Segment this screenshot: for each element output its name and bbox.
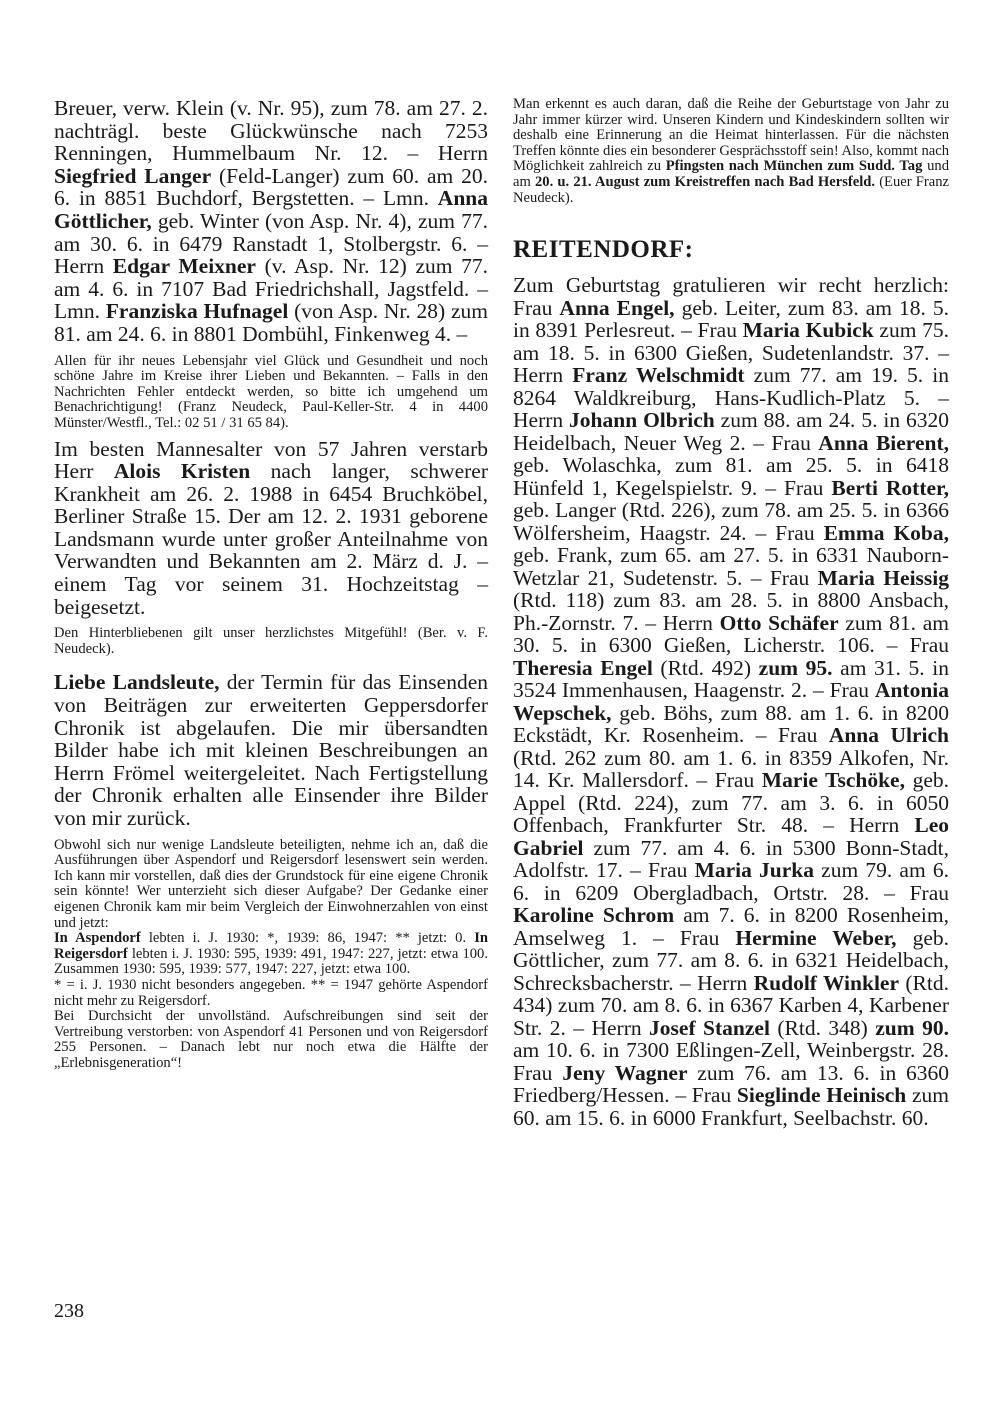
text: der Termin für das Einsenden von Beiträgen zur erweiterten Geppersdorfer Chronik ist abgelaufen. Die mir übersandten Bilder habe ich mit kleinen Beschreibungen an Herrn Frömel weitergeleitet. Nach Fertigstellung der Chronik erhalten alle Einsender ihre Bilder von mir zurück. — [54, 670, 488, 830]
person-name: Johann Olbrich — [569, 408, 715, 433]
text: Breuer, verw. Klein (v. Nr. 95), zum 78. am 27. 2. nachträgl. beste Glückwünsche nach 7253 Renningen, Hummelbaum Nr. 12. – Herrn — [54, 96, 488, 166]
text: Zum Geburtstag gratulieren wir recht herzlich: Frau — [513, 273, 949, 320]
age-highlight: zum 95. — [758, 655, 833, 680]
lead-in: Liebe Landsleute, — [54, 670, 220, 695]
person-name: Maria Jurka — [694, 858, 815, 883]
text: lebten i. J. 1930: *, 1939: 86, 1947: ** jetzt: 0. — [140, 930, 475, 947]
text: (Euer Franz Neudeck). — [513, 173, 949, 206]
text: geb. Winter (von Asp. Nr. 4), zum 77. am 30. 6. in 6479 Ranstadt 1, Stolbergstr. 6. – Herrn — [54, 208, 488, 279]
text: nach langer, schwerer Krankheit am 26. 2. 1988 in 6454 Bruchköbel, Berliner Straße 15. Der am 12. 2. 1931 geborene Landsmann wurde unter großer Anteilnahme von Verwandten und Bekannten am 2. März d. J. – einem Tag vor seinem 31. Hochzeitstag – beigesetzt. — [54, 459, 488, 619]
person-name: Anna Bierent, — [818, 430, 949, 455]
population-stats — [54, 931, 488, 978]
person-name: Siegfried Langer — [54, 163, 212, 188]
person-name: Berti Rotter, — [831, 475, 949, 500]
person-name: Josef Stanzel — [649, 1015, 770, 1040]
person-name: Theresia Engel — [513, 655, 653, 680]
person-name: Maria Kubick — [742, 318, 874, 343]
text: geb. Langer (Rtd. 226), zum 78. am 25. 5. in 6366 Wölfersheim, Haagstr. 24. – Frau — [513, 498, 949, 545]
person-name: Anna Göttlicher, — [54, 186, 488, 233]
event-highlight: 20. u. 21. August zum Kreistreffen nach Bad Hersfeld. — [535, 173, 876, 190]
condolence-paragraph: Den Hinterbliebenen gilt unser herzlichstes Mitgefühl! (Ber. v. F. Neudeck). — [54, 625, 488, 657]
text: (Feld-Langer) zum 60. am 20. 6. in 8851 Buchdorf, Bergstetten. – Lmn. — [54, 163, 488, 211]
text: geb. Appel (Rtd. 224), zum 77. am 3. 6. in 6050 Offenbach, Frankfurter Str. 48. – Herrn — [513, 768, 950, 838]
event-highlight: Pfingsten nach München zum Sudd. Tag — [665, 158, 923, 175]
person-name: Anna Engel, — [559, 295, 675, 320]
person-name: Franz Welschmidt — [572, 363, 745, 388]
text: (v. Asp. Nr. 12) zum 77. am 4. 6. in 7107 Bad Friedrichshall, Jagstfeld. – Lmn. — [54, 254, 488, 324]
text: Man erkennt es auch daran, daß die Reihe der Geburtstage von Jahr zu Jahr immer kürzer wird. Unseren Kindern und Kindeskindern sollten wir deshalb eine Erinnerung an die Heimat hinterlassen. Für die nächsten Treffen könnte dies ein besonderer Gesprächsstoff sein! Also, kommt nach Möglichkeit zahlreich zu — [513, 96, 949, 175]
section-heading: REITENDORF: — [513, 236, 694, 264]
page-number: 238 — [54, 1300, 84, 1322]
person-name: Hermine Weber, — [735, 925, 897, 950]
text: lebten i. J. 1930: 595, 1939: 491, 1947: 227, jetzt: etwa 100. Zusammen 1930: 595, 1939: 577, 1947: 227, jetzt: etwa 100. — [54, 945, 488, 978]
text: geb. Wolaschka, zum 81. am 25. 5. in 6418 Hünfeld 1, Kegelspielstr. 9. – Frau — [513, 453, 949, 500]
person-name: Edgar Meixner — [112, 254, 256, 279]
reitendorf-birthdays — [513, 274, 949, 1129]
wishes-paragraph: Allen für ihr neues Lebensjahr viel Glück und Gesundheit und noch schöne Jahre im Kreise ihrer Lieben und Bekannten. – Falls in den Nachrichten Fehler entdeckt werden, so bitte ich umgehend um Benachrichtigung! (Franz Neudeck, Paul-Keller-Str. 4 in 4400 Münster/Westfl., Tel.: 02 51 / 31 65 84). — [54, 352, 488, 431]
text: (Rtd. 118) zum 83. am 28. 5. in 8800 Ansbach, Ph.-Zornstr. 7. – Herrn — [513, 588, 949, 635]
age-highlight: zum 90. — [875, 1015, 949, 1040]
text: zum 81. am 30. 5. in 6300 Gießen, Licherstr. 106. – Frau — [513, 610, 949, 658]
place-name: In Reigersdorf — [54, 930, 488, 962]
person-name: Sieglinde Heinisch — [736, 1083, 907, 1108]
text: zum 79. am 6. 6. in 6209 Obergladbach, Ortstr. 28. – Frau — [513, 858, 949, 905]
text: zum 88. am 24. 5. in 6320 Heidelbach, Neuer Weg 2. – Frau — [513, 408, 949, 455]
text: geb. Frank, zum 65. am 27. 5. in 6331 Nauborn-Wetzlar 21, Sudetenstr. 5. – Frau — [513, 543, 949, 590]
obituary-paragraph — [54, 438, 488, 619]
obwohl-paragraph: Obwohl sich nur wenige Landsleute beteiligten, nehme ich an, daß die Ausführungen über Aspendorf und Reigersdorf lesenswert sein werden. Ich kann mir vorstellen, daß dies der Grundstock für eine eigene Chronik sein könnte! Wer unterzieht sich dieser Aufgabe? Der Gedanke einer eigenen Chronik kam mir beim Vergleich der Einwohnerzahlen von einst und jetzt: — [54, 836, 488, 931]
text: am 10. 6. in 7300 Eßlingen-Zell, Weinbergstr. 28. Frau — [513, 1038, 949, 1085]
left-column — [54, 97, 488, 1072]
text: (von Asp. Nr. 28) zum 81. am 24. 6. in 8801 Dombühl, Finkenweg 4. – — [54, 299, 488, 346]
person-name: Marie Tschöke, — [761, 768, 905, 793]
person-name: Jeny Wagner — [562, 1060, 688, 1085]
text: geb. Göttlicher, zum 77. am 8. 6. in 6321 Heidelbach, Schrecksbacherstr. – Herrn — [513, 925, 949, 995]
text: geb. Leiter, zum 83. am 18. 5. in 8391 Perlesreut. – Frau — [513, 295, 949, 343]
person-name: Emma Koba, — [823, 520, 949, 545]
chronik-paragraph — [54, 671, 488, 829]
person-name: Alois Kristen — [113, 459, 251, 484]
person-name: Karoline Schrom — [513, 903, 675, 928]
text: und am — [513, 158, 949, 190]
right-column — [513, 97, 949, 1129]
memory-note — [513, 97, 949, 206]
text: (Rtd. 348) — [769, 1015, 876, 1040]
birthday-greetings-continued — [54, 97, 488, 346]
footnote: * = i. J. 1930 nicht besonders angegeben. ** = 1947 gehörte Aspendorf nicht mehr zu Reigersdorf. — [54, 976, 488, 1009]
person-name: Rudolf Winkler — [753, 970, 900, 995]
closing-paragraph: Bei Durchsicht der unvollständ. Aufschreibungen sind seit der Vertreibung verstorben: von Aspendorf 41 Personen und von Reigersdorf 255 Personen. – Danach lebt nur noch etwa die Hälfte der „Erlebnisgeneration“! — [54, 1008, 488, 1071]
text: (Rtd. 492) — [652, 655, 759, 680]
text: am 7. 6. in 8200 Rosenheim, Amselweg 1. – Frau — [513, 903, 949, 950]
text: Im besten Mannesalter von 57 Jahren verstarb Herr — [54, 436, 488, 484]
text: zum 60. am 15. 6. in 6000 Frankfurt, Seelbachstr. 60. — [513, 1083, 949, 1130]
text: geb. Böhs, zum 88. am 1. 6. in 8200 Eckstädt, Kr. Rosenheim. – Frau — [513, 700, 949, 748]
text: zum 75. am 18. 5. in 6300 Gießen, Sudetenlandstr. 37. – Herrn — [513, 318, 949, 388]
text: zum 77. am 19. 5. in 8264 Waldkreiburg, Hans-Kudlich-Platz 5. – Herrn — [513, 363, 949, 433]
person-name: Otto Schäfer — [719, 610, 839, 635]
place-name: In Aspendorf — [54, 930, 141, 947]
text: zum 76. am 13. 6. in 6360 Friedberg/Hessen. – Frau — [513, 1060, 949, 1108]
person-name: Leo Gabriel — [513, 813, 949, 860]
text: am 31. 5. in 3524 Immenhausen, Haagenstr. 2. – Frau — [513, 655, 949, 703]
person-name: Antonia Wepschek, — [513, 678, 949, 725]
text: (Rtd. 262 zum 80. am 1. 6. in 8359 Alkofen, Nr. 14. Kr. Mallersdorf. – Frau — [513, 745, 949, 793]
person-name: Anna Ulrich — [828, 723, 949, 748]
text: (Rtd. 434) zum 70. am 8. 6. in 6367 Karben 4, Karbener Str. 2. – Herrn — [513, 970, 949, 1040]
person-name: Maria Heissig — [817, 565, 949, 590]
text: zum 77. am 4. 6. in 5300 Bonn-Stadt, Adolfstr. 17. – Frau — [513, 835, 949, 883]
person-name: Franziska Hufnagel — [105, 299, 289, 324]
